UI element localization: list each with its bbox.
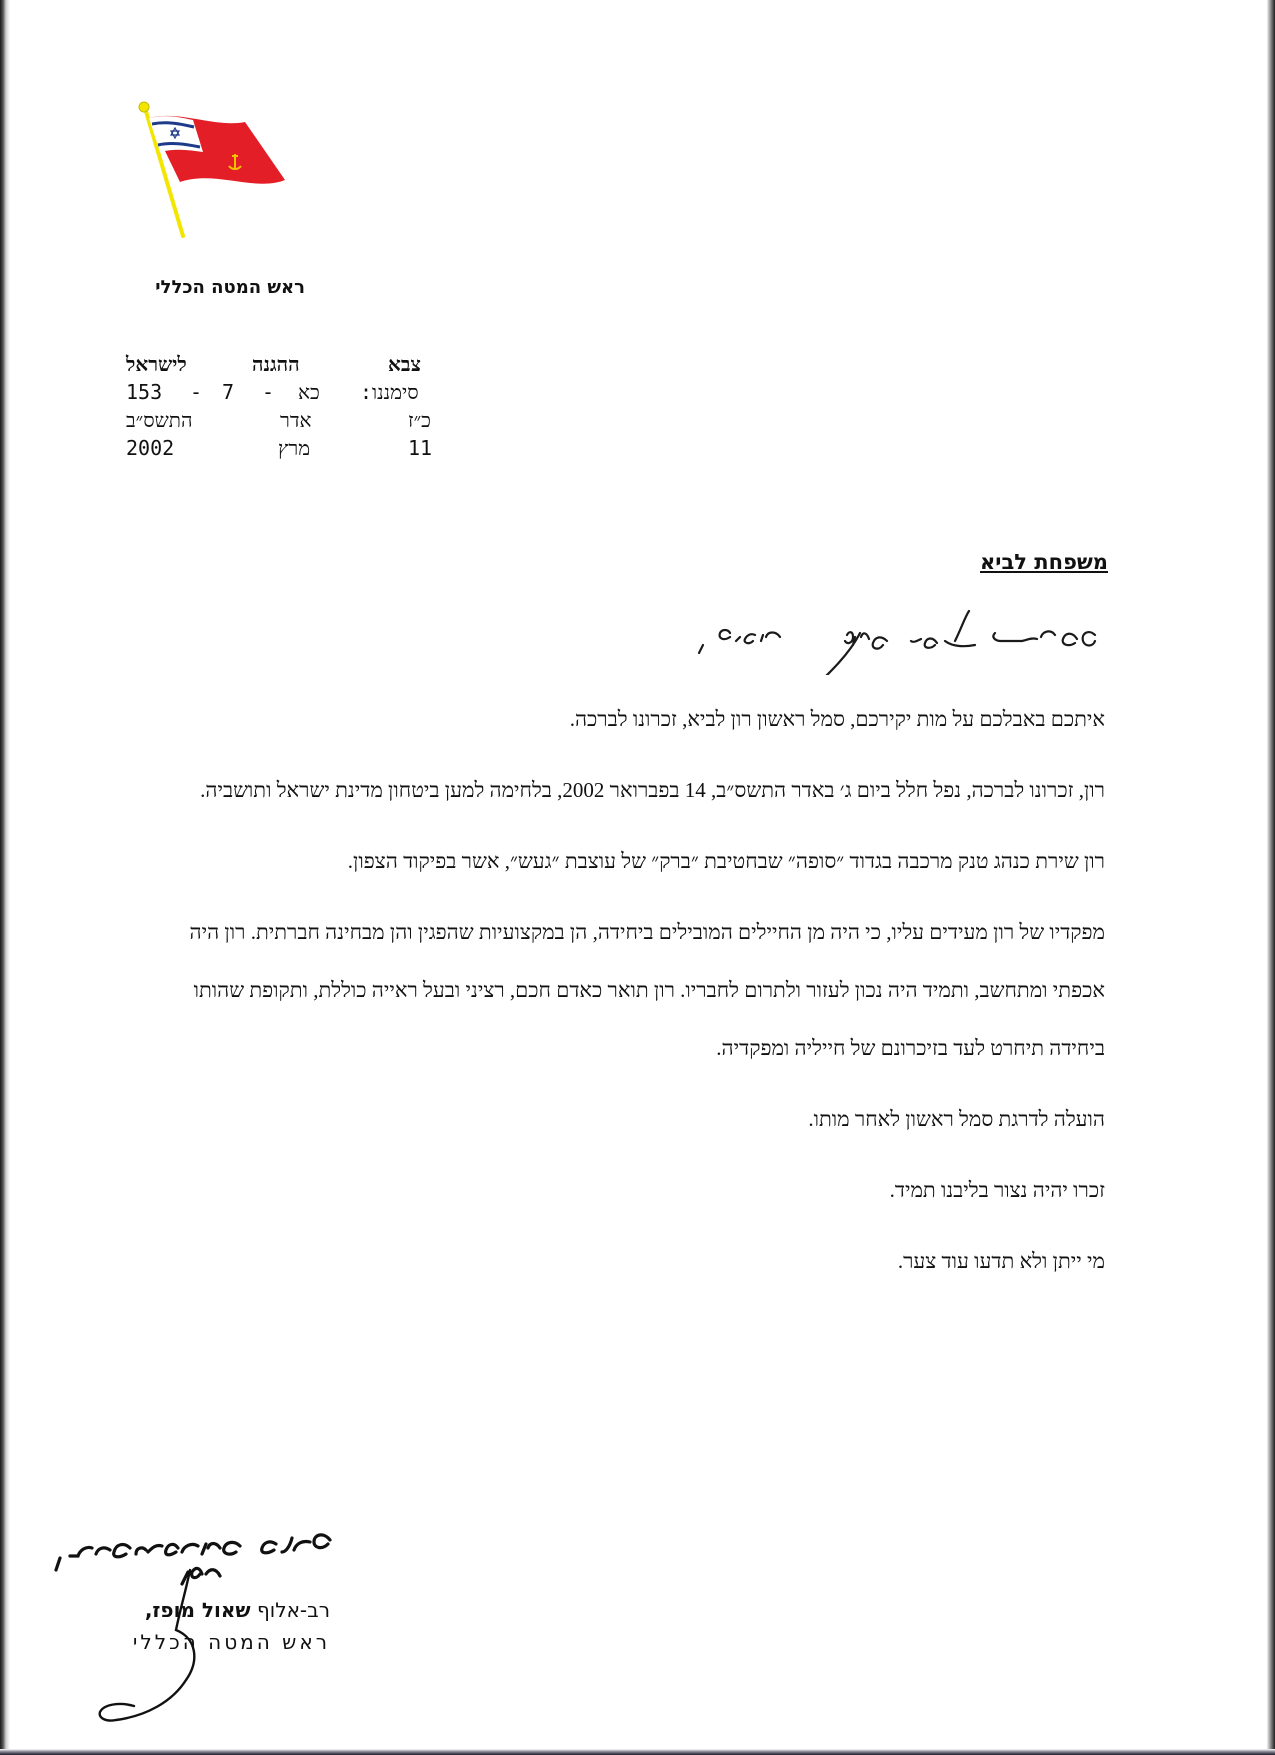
signatory-name xyxy=(80,1598,330,1622)
hebrew-date-day: כ״ז xyxy=(408,408,431,432)
signatory-role: ראש המטה הכללי xyxy=(132,1630,330,1654)
hebrew-date-year: התשס״ב xyxy=(126,408,193,432)
reference-part: - xyxy=(262,380,275,404)
org-name-word: לישראל xyxy=(126,352,187,376)
handwritten-greeting xyxy=(625,595,1125,675)
signatory-rank: רב-אלוף xyxy=(256,1598,330,1622)
scan-edge-left xyxy=(0,0,10,1755)
body-paragraph: רון שירת כנהג טנק מרכבה בגדוד ״סופה״ שבחטיבת ״ברק״ של עוצבת ״געש״, אשר בפיקוד הצפון. xyxy=(347,849,1105,873)
reference-part: כא xyxy=(298,380,320,404)
scan-edge-bottom xyxy=(0,1749,1275,1755)
gregorian-date-year: 2002 xyxy=(126,436,175,460)
body-paragraph: זכרו יהיה נצור בליבנו תמיד. xyxy=(889,1178,1105,1202)
reference-part: 7 xyxy=(222,380,235,404)
body-paragraph: איתכם באבלכם על מות יקירכם, סמל ראשון רון לביא, זכרונו לברכה. xyxy=(569,707,1105,731)
letter-body xyxy=(160,690,1105,1303)
org-name-word: ההגנה xyxy=(252,352,300,376)
gregorian-date-day: 11 xyxy=(408,436,433,460)
idf-flag-emblem xyxy=(135,100,295,240)
reference-label: סימננו: xyxy=(360,380,419,404)
reference-part: 153 xyxy=(126,380,163,404)
recipient-heading: משפחת לביא xyxy=(980,550,1108,574)
reference-part: - xyxy=(190,380,203,404)
signatory-name-text: שאול מופז, xyxy=(144,1598,251,1622)
body-paragraph: רון, זכרונו לברכה, נפל חלל ביום ג׳ באדר התשס״ב, 14 בפברואר 2002, בלחימה למען ביטחון מדינת ישראל ותושביה. xyxy=(200,778,1105,802)
body-paragraph: הועלה לדרגת סמל ראשון לאחר מותו. xyxy=(808,1107,1105,1131)
gregorian-date-month: מרץ xyxy=(278,436,311,460)
body-paragraph: מי ייתן ולא תדעו עוד צער. xyxy=(897,1249,1105,1273)
org-name-word: צבא xyxy=(388,352,421,376)
scan-edge-right xyxy=(1267,0,1275,1755)
hebrew-date-month: אדר xyxy=(280,408,312,432)
letterhead-title: ראש המטה הכללי xyxy=(155,277,305,298)
body-paragraph: מפקדיו של רון מעידים עליו, כי היה מן החיילים המובילים ביחידה, הן במקצועיות שהפגין והן מבחינה חברתית. רון היה אכפתי ומתחשב, ותמיד היה נכון לעזור ולתרום לחבריו. רון תואר כאדם חכם, רציני ובעל ראייה כוללת, ותקופת שהותו ביחידה תיחרט לעד בזיכרונם של חייליה ומפקדיה. xyxy=(189,920,1105,1060)
